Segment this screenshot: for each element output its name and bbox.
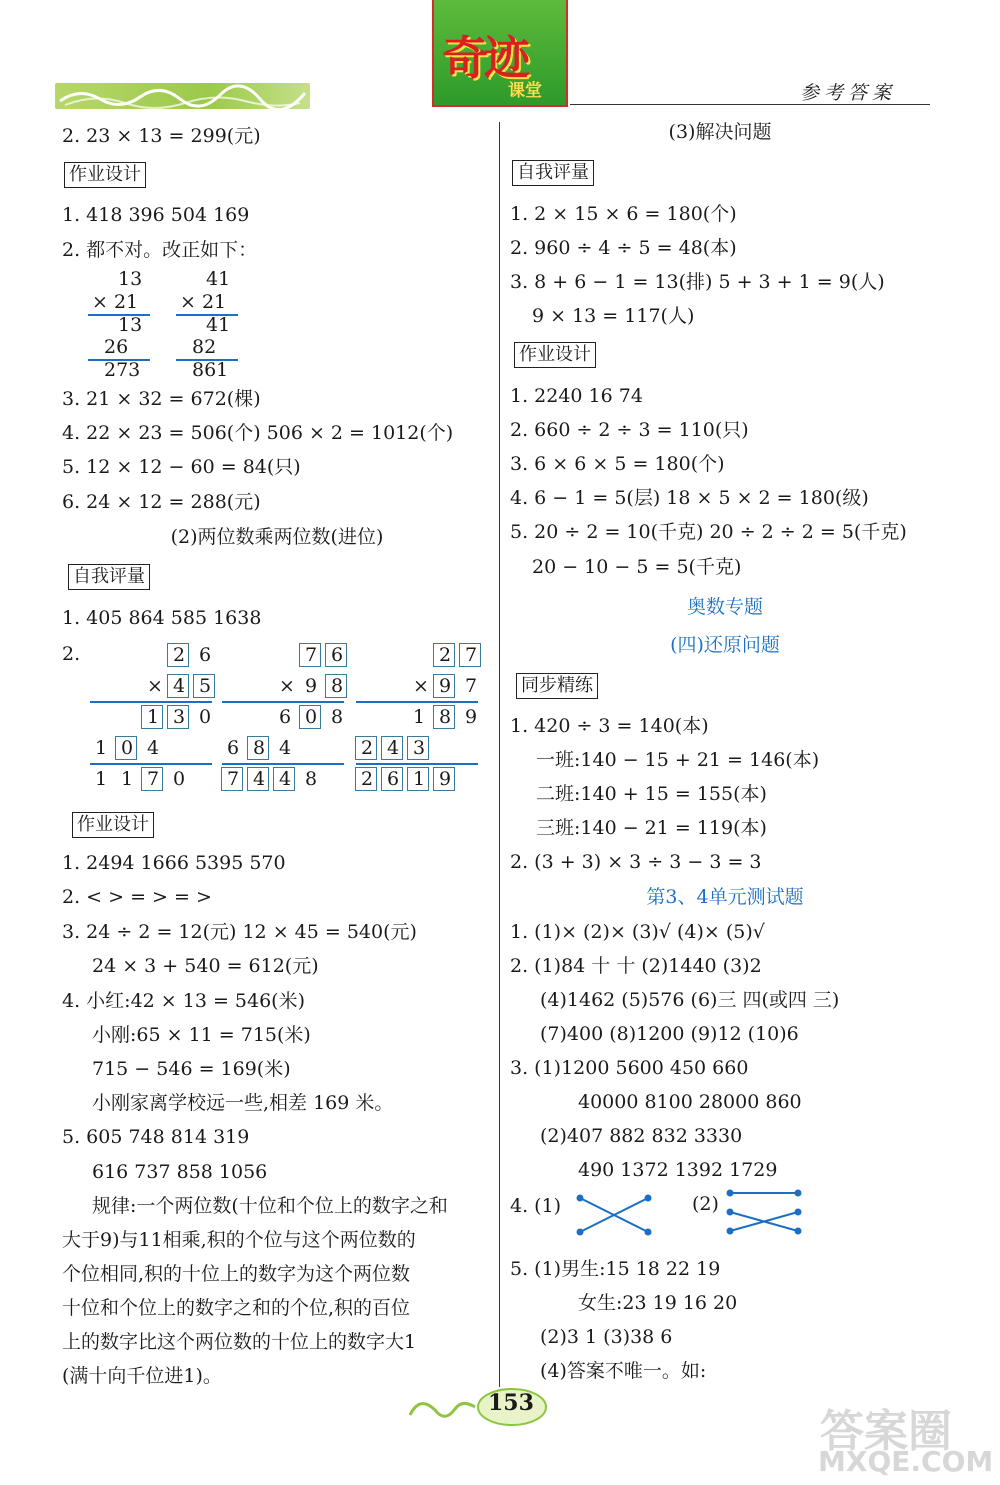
- answer-line: (2): [692, 1193, 719, 1215]
- logo-title: 奇迹: [442, 31, 526, 85]
- digit-grid-3: [358, 642, 480, 802]
- answer-line: 一班:140 − 15 + 21 = 146(本): [536, 749, 820, 771]
- grid-digit: 7: [147, 768, 160, 790]
- answer-line: 4. 22 × 23 = 506(个) 506 × 2 = 1012(个): [62, 422, 454, 444]
- column-divider: [499, 122, 500, 1387]
- grid-digit: 7: [305, 644, 318, 666]
- answer-line: 3. 21 × 32 = 672(棵): [62, 388, 261, 410]
- grid-digit: 9: [465, 706, 478, 728]
- answer-line: 1. 2494 1666 5395 570: [62, 852, 286, 874]
- grid-digit: ×: [147, 675, 163, 697]
- answer-line: 女生:23 19 16 20: [578, 1292, 738, 1314]
- answer-line: 三班:140 − 21 = 119(本): [536, 817, 767, 839]
- answer-line: 1. 2240 16 74: [510, 385, 643, 407]
- answer-line: (4)答案不唯一。如:: [540, 1360, 707, 1382]
- grid-digit: 2: [361, 768, 374, 790]
- grid-digit: ×: [413, 675, 429, 697]
- answer-line: 1. 418 396 504 169: [62, 204, 250, 226]
- grid-digit: 2: [173, 644, 186, 666]
- grid-digit: 3: [173, 706, 186, 728]
- answer-line: 2. 960 ÷ 4 ÷ 5 = 48(本): [510, 237, 737, 259]
- answer-line: 小刚家离学校远一些,相差 169 米。: [92, 1092, 394, 1114]
- matching-diagram-1: [574, 1190, 654, 1240]
- answer-line: 1. 420 ÷ 3 = 140(本): [510, 715, 709, 737]
- vm-line: 41: [206, 268, 231, 290]
- answer-line: 个位相同,积的十位上的数字为这个两位数: [62, 1263, 411, 1285]
- grid-digit: 6: [279, 706, 292, 728]
- answer-line: 上的数字比这个两位数的十位上的数字大1: [62, 1331, 417, 1353]
- digit-grid-1: [92, 642, 214, 802]
- answer-line: 3. 6 × 6 × 5 = 180(个): [510, 453, 725, 475]
- digit-grid-2: [224, 642, 346, 802]
- grid-digit: 9: [439, 768, 452, 790]
- watermark-url: MXQE.COM: [818, 1445, 994, 1478]
- answer-line: 2.: [62, 643, 81, 665]
- answer-line: 2. < > = > = >: [62, 886, 212, 908]
- grid-digit: 1: [121, 768, 134, 790]
- brand-logo: [432, 0, 568, 107]
- answer-line: (2)407 882 832 3330: [540, 1125, 743, 1147]
- grid-rule: [90, 763, 212, 765]
- answer-line: 5. 12 × 12 − 60 = 84(只): [62, 456, 301, 478]
- section-heading: (3)解决问题: [668, 121, 772, 143]
- grid-digit: 0: [305, 706, 318, 728]
- grid-digit: 8: [439, 706, 452, 728]
- grid-digit: 4: [147, 737, 160, 759]
- grid-digit: 1: [95, 737, 108, 759]
- answer-line: 小刚:65 × 11 = 715(米): [92, 1024, 311, 1046]
- vm-line: 13: [118, 268, 143, 290]
- answer-line: (4)1462 (5)576 (6)三 四(或四 三): [540, 989, 840, 1011]
- answer-line: 490 1372 1392 1729: [578, 1159, 778, 1181]
- answer-line: 3. 8 + 6 − 1 = 13(排) 5 + 3 + 1 = 9(人): [510, 271, 885, 293]
- grid-digit: 1: [413, 768, 426, 790]
- header-rule: [570, 104, 930, 105]
- grid-digit: 1: [147, 706, 160, 728]
- answer-line: 5. 20 ÷ 2 = 10(千克) 20 ÷ 2 ÷ 2 = 5(千克): [510, 521, 907, 543]
- grid-digit: 1: [95, 768, 108, 790]
- page-number: 153: [488, 1390, 534, 1416]
- grid-digit: 7: [227, 768, 240, 790]
- answer-line: 40000 8100 28000 860: [578, 1091, 802, 1113]
- grid-rule: [90, 701, 212, 703]
- vm-line: 82: [192, 336, 217, 358]
- section-heading: (四)还原问题: [670, 634, 780, 656]
- answer-line: (7)400 (8)1200 (9)12 (10)6: [540, 1023, 799, 1045]
- grid-digit: 9: [305, 675, 318, 697]
- answer-line: 1. (1)× (2)× (3)√ (4)× (5)√: [510, 921, 765, 943]
- answer-line: 5. 605 748 814 319: [62, 1126, 250, 1148]
- vm-line: × 21: [180, 291, 227, 313]
- vm-line: 41: [206, 314, 231, 336]
- answer-line: 规律:一个两位数(十位和个位上的数字之和: [92, 1195, 448, 1217]
- answer-line: 1. 2 × 15 × 6 = 180(个): [510, 203, 737, 225]
- answer-line: 4. (1): [510, 1195, 562, 1217]
- section-box-self-assessment: 自我评量: [512, 160, 594, 186]
- grid-digit: 6: [227, 737, 240, 759]
- section-box-homework: 作业设计: [72, 812, 154, 838]
- grid-digit: 8: [305, 768, 318, 790]
- vm-line: 13: [118, 314, 143, 336]
- answer-line: 二班:140 + 15 = 155(本): [536, 783, 767, 805]
- answer-line: 十位和个位上的数字之和的个位,积的百位: [62, 1297, 411, 1319]
- grid-digit: 7: [465, 644, 478, 666]
- grid-digit: 4: [279, 768, 292, 790]
- answer-line: (满十向千位进1)。: [62, 1365, 222, 1387]
- grid-digit: 8: [331, 675, 344, 697]
- answer-line: 616 737 858 1056: [92, 1161, 268, 1183]
- grid-digit: 8: [331, 706, 344, 728]
- grid-digit: 5: [199, 675, 212, 697]
- grid-rule: [356, 701, 478, 703]
- grid-rule: [356, 763, 478, 765]
- grid-digit: 0: [121, 737, 134, 759]
- grid-digit: 4: [387, 737, 400, 759]
- answer-line: 715 − 546 = 169(米): [92, 1058, 291, 1080]
- answer-line: 6. 24 × 12 = 288(元): [62, 491, 261, 513]
- grid-digit: 8: [253, 737, 266, 759]
- grid-digit: 2: [439, 644, 452, 666]
- grid-digit: 6: [199, 644, 212, 666]
- vm-line: × 21: [92, 291, 139, 313]
- vm-line: 273: [104, 359, 141, 381]
- section-heading-test: 第3、4单元测试题: [646, 886, 804, 908]
- answer-line: 4. 6 − 1 = 5(层) 18 × 5 × 2 = 180(级): [510, 487, 869, 509]
- answer-line: (2)3 1 (3)38 6: [540, 1326, 673, 1348]
- answer-line: 3. (1)1200 5600 450 660: [510, 1057, 749, 1079]
- answer-line: 9 × 13 = 117(人): [532, 305, 695, 327]
- answer-line: 5. (1)男生:15 18 22 19: [510, 1258, 721, 1280]
- answer-line: 24 × 3 + 540 = 612(元): [92, 955, 319, 977]
- grid-digit: 4: [279, 737, 292, 759]
- grid-digit: 1: [413, 706, 426, 728]
- logo-subtitle: 课堂: [508, 81, 542, 101]
- answer-line: 2. 660 ÷ 2 ÷ 3 = 110(只): [510, 419, 749, 441]
- section-box-homework: 作业设计: [64, 162, 146, 188]
- grid-digit: 9: [439, 675, 452, 697]
- answer-line: 2. 都不对。改正如下：: [62, 239, 258, 261]
- section-box-homework: 作业设计: [514, 342, 596, 368]
- answer-line: 4. 小红:42 × 13 = 546(米): [62, 990, 306, 1012]
- decorative-banner: [55, 83, 310, 109]
- answer-line: 1. 405 864 585 1638: [62, 607, 262, 629]
- answer-line: 2. 23 × 13 = 299(元): [62, 125, 261, 147]
- vm-line: 861: [192, 359, 229, 381]
- grid-digit: 4: [173, 675, 186, 697]
- matching-diagram-2: [724, 1186, 804, 1236]
- section-box-self-assessment: 自我评量: [68, 564, 150, 590]
- section-heading-olympiad: 奥数专题: [686, 596, 763, 618]
- grid-rule: [222, 701, 344, 703]
- section-heading: (2)两位数乘两位数(进位): [170, 526, 384, 548]
- grid-digit: ×: [279, 675, 295, 697]
- grid-rule: [222, 763, 344, 765]
- grid-digit: 0: [199, 706, 212, 728]
- grid-digit: 2: [361, 737, 374, 759]
- answer-line: 20 − 10 − 5 = 5(千克): [532, 556, 742, 578]
- wave-ornament-icon: [55, 83, 310, 109]
- answer-line: 大于9)与11相乘,积的个位与这个两位数的: [62, 1229, 416, 1251]
- header-title: 参考答案: [800, 82, 897, 104]
- grid-digit: 0: [173, 768, 186, 790]
- vm-line: 26: [104, 336, 129, 358]
- watermark: 答案圈: [820, 1406, 952, 1457]
- answer-line: 2. (3 + 3) × 3 ÷ 3 − 3 = 3: [510, 851, 762, 873]
- grid-digit: 6: [331, 644, 344, 666]
- grid-digit: 7: [465, 675, 478, 697]
- answer-line: 3. 24 ÷ 2 = 12(元) 12 × 45 = 540(元): [62, 921, 417, 943]
- grid-digit: 6: [387, 768, 400, 790]
- grid-digit: 4: [253, 768, 266, 790]
- answer-line: 2. (1)84 十 十 (2)1440 (3)2: [510, 955, 762, 977]
- section-box-practice: 同步精练: [516, 673, 598, 699]
- grid-digit: 3: [413, 737, 426, 759]
